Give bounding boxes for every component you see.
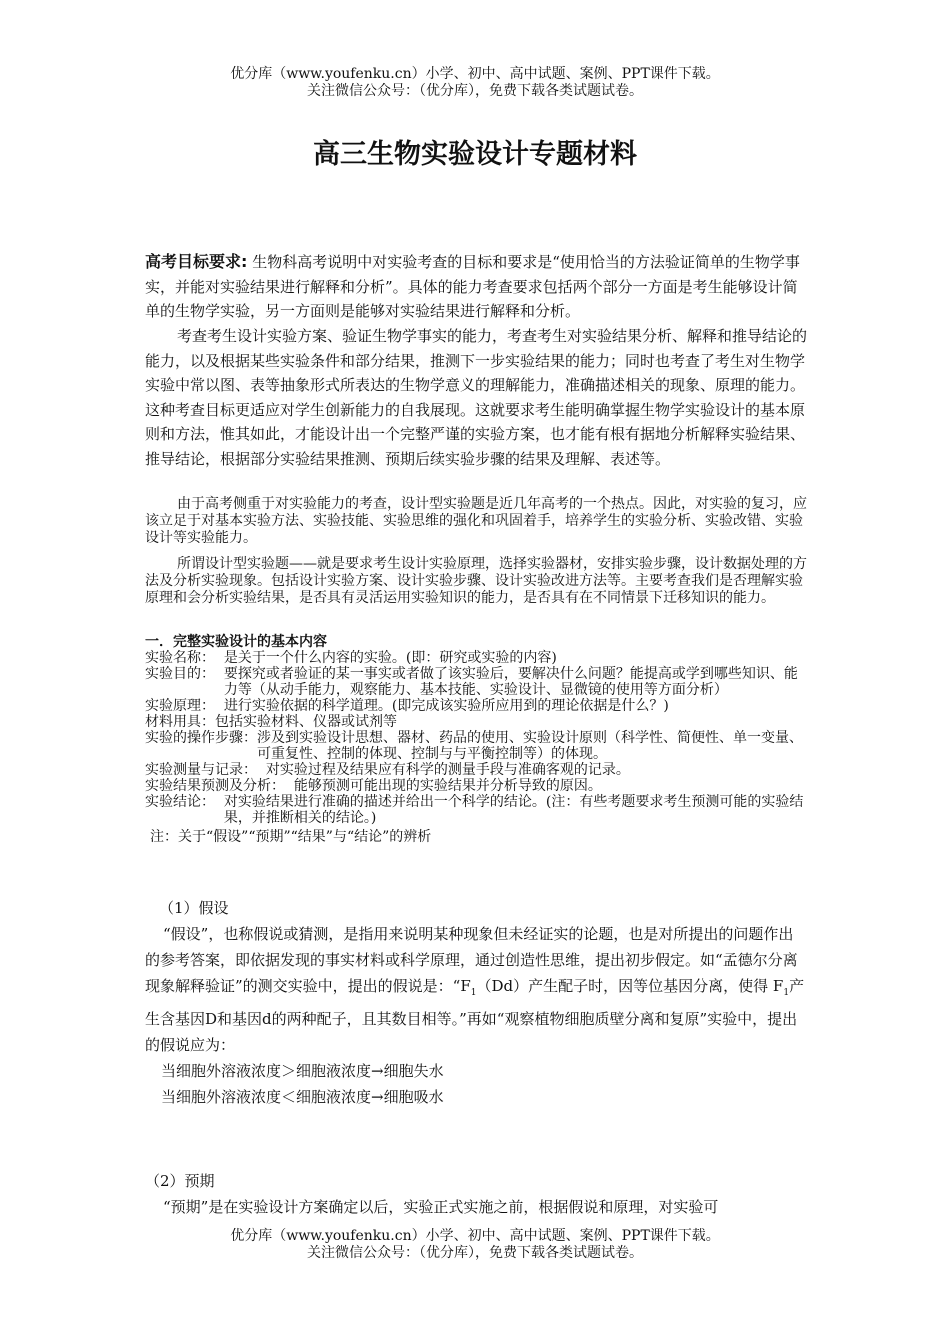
item-text: 对实验结果进行准确的描述并给出一个科学的结论。(注：有些考题要求考生预测可能的实验结果，并推断相关的结论。) xyxy=(223,794,804,826)
item-text: 包括实验材料、仪器或试剂等 xyxy=(215,714,397,730)
list-item xyxy=(145,762,807,778)
document-title: 高三生物实验设计专题材料 xyxy=(313,139,637,170)
list-item xyxy=(145,698,807,714)
intro-paragraph-4: 所谓设计型实验题——就是要求考生设计实验原理，选择实验器材，安排实验步骤，设计数据处理的方法及分析实验现象。包括设计实验方案、设计实验步骤、设计实验改进方法等。主要考查我们是否理解实验原理和会分析实验结果，是否具有灵活运用实验知识的能力，是否具有在不同情景下迁移知识的能力。 xyxy=(145,556,807,606)
hypothesis-text-a: “假设”，也称假说或猜测，是指用来说明某种现象但未经证实的论题，也是对所提出的问题作出的参考答案，即依据发现的事实材料或科学原理，通过创造性思维，提出初步假定。如“孟德尔分离现象解释验证”的测交实验中，提出的假说是：“ xyxy=(145,925,798,995)
header-line-2: 关注微信公众号：（优分库），免费下载各类试题试卷。 xyxy=(307,83,643,99)
item-label: 实验结论： xyxy=(145,794,224,810)
f1-letter: F xyxy=(772,977,784,995)
intro-label: 高考目标要求: xyxy=(145,252,248,271)
intro-paragraph xyxy=(145,250,807,324)
hypothesis-text-c: 产生含基因D和基因d的两种配子，且其数目相等。”再如“观察植物细胞质壁分离和复原”实验中，提出的假说应为： xyxy=(145,977,805,1054)
expectation-section xyxy=(145,1168,807,1220)
item-text: 进行实验依据的科学道理。(即完成该实验所应用到的理论依据是什么？) xyxy=(223,698,669,714)
item-label: 材料用具： xyxy=(145,714,215,730)
section-heading: 一．完整实验设计的基本内容 xyxy=(145,634,327,650)
f1-subscript: 1 xyxy=(783,988,790,998)
list-item xyxy=(145,794,807,826)
item-text: 涉及到实验设计思想、器材、药品的使用、实验设计原则（科学性、简便性、单一变量、可重复性、控制的体现、控制与与平衡控制等）的体现。 xyxy=(257,730,803,762)
list-item xyxy=(145,666,807,698)
page-header xyxy=(0,66,950,100)
footer-line-1: 优分库（www.youfenku.cn）小学、初中、高中试题、案例、PPT课件下载。 xyxy=(230,1228,720,1244)
list-item xyxy=(145,650,807,666)
intro-paragraph-2: 考查考生设计实验方案、验证生物学事实的能力，考查考生对实验结果分析、解释和推导结论的能力，以及根据某些实验条件和部分结果，推测下一步实验结果的能力；同时也考查了考生对生物学实验中常以图、表等抽象形式所表达的生物学意义的理解能力，准确描述相关的现象、原理的能力。这种考查目标更适应对学生创新能力的自我展现。这就要求考生能明确掌握生物学实验设计的基本原则和方法，惟其如此，才能设计出一个完整严谨的实验方案，也才能有根有据地分析解释实验结果、推导结论，根据部分实验结果推测、预期后续实验步骤的结果及理解、表述等。 xyxy=(145,327,808,468)
f1-symbol xyxy=(460,977,477,998)
expectation-paragraph: “预期”是在实验设计方案确定以后，实验正式实施之前，根据假说和原理，对实验可 xyxy=(163,1198,719,1216)
hypothesis-text-b: （Dd）产生配子时，因等位基因分离，使得 xyxy=(476,977,773,995)
list-item xyxy=(145,778,807,794)
item-text: 对实验过程及结果应有科学的测量手段与准确客观的记录。 xyxy=(265,762,630,778)
f1-subscript: 1 xyxy=(470,988,477,998)
f1-letter: F xyxy=(460,977,471,995)
f1-symbol xyxy=(772,977,790,998)
hypothesis-heading: （1）假设 xyxy=(159,899,229,917)
item-label: 实验原理： xyxy=(145,698,224,714)
section-experiment-contents xyxy=(145,634,807,848)
expectation-heading: （2）预期 xyxy=(145,1172,215,1190)
footer-line-2: 关注微信公众号：（优分库），免费下载各类试题试卷。 xyxy=(307,1245,643,1261)
hypothesis-equation-1: 当细胞外溶液浓度＞细胞液浓度→细胞失水 xyxy=(161,1062,444,1080)
item-text: 要探究或者验证的某一事实或者做了该实验后，要解决什么问题？能提高或学到哪些知识、能力等（从动手能力，观察能力、基本技能、实验设计、显微镜的使用等方面分析） xyxy=(223,666,798,698)
item-text: 是关于一个什么内容的实验。(即：研究或实验的内容) xyxy=(223,650,557,666)
item-text: 能够预测可能出现的实验结果并分析导致的原因。 xyxy=(293,778,602,794)
hypothesis-equation-2: 当细胞外溶液浓度＜细胞液浓度→细胞吸水 xyxy=(161,1088,444,1106)
hypothesis-section xyxy=(145,895,807,1110)
section-note: 注：关于“假设”“预期”“结果”与“结论”的辨析 xyxy=(150,829,432,845)
item-label: 实验名称： xyxy=(145,650,224,666)
intro-paragraph-3: 由于高考侧重于对实验能力的考查，设计型实验题是近几年高考的一个热点。因此，对实验的复习，应该立足于对基本实验方法、实验技能、实验思维的强化和巩固着手，培养学生的实验分析、实验改错、实验设计等实验能力。 xyxy=(145,496,807,546)
list-item xyxy=(145,714,807,730)
list-item xyxy=(145,730,807,762)
item-label: 实验目的： xyxy=(145,666,224,682)
item-label: 实验结果预测及分析： xyxy=(145,778,294,794)
item-label: 实验测量与记录： xyxy=(145,762,266,778)
intro-text: 生物科高考说明中对实验考查的目标和要求是“使用恰当的方法验证简单的生物学事实，并能对实验结果进行解释和分析”。具体的能力考查要求包括两个部分一方面是考生能够设计简单的生物学实验，另一方面则是能够对实验结果进行解释和分析。 xyxy=(145,253,800,320)
item-label: 实验的操作步骤： xyxy=(145,730,257,746)
page-footer xyxy=(0,1228,950,1262)
header-line-1: 优分库（www.youfenku.cn）小学、初中、高中试题、案例、PPT课件下载。 xyxy=(230,66,720,82)
hypothesis-paragraph xyxy=(145,921,807,1058)
